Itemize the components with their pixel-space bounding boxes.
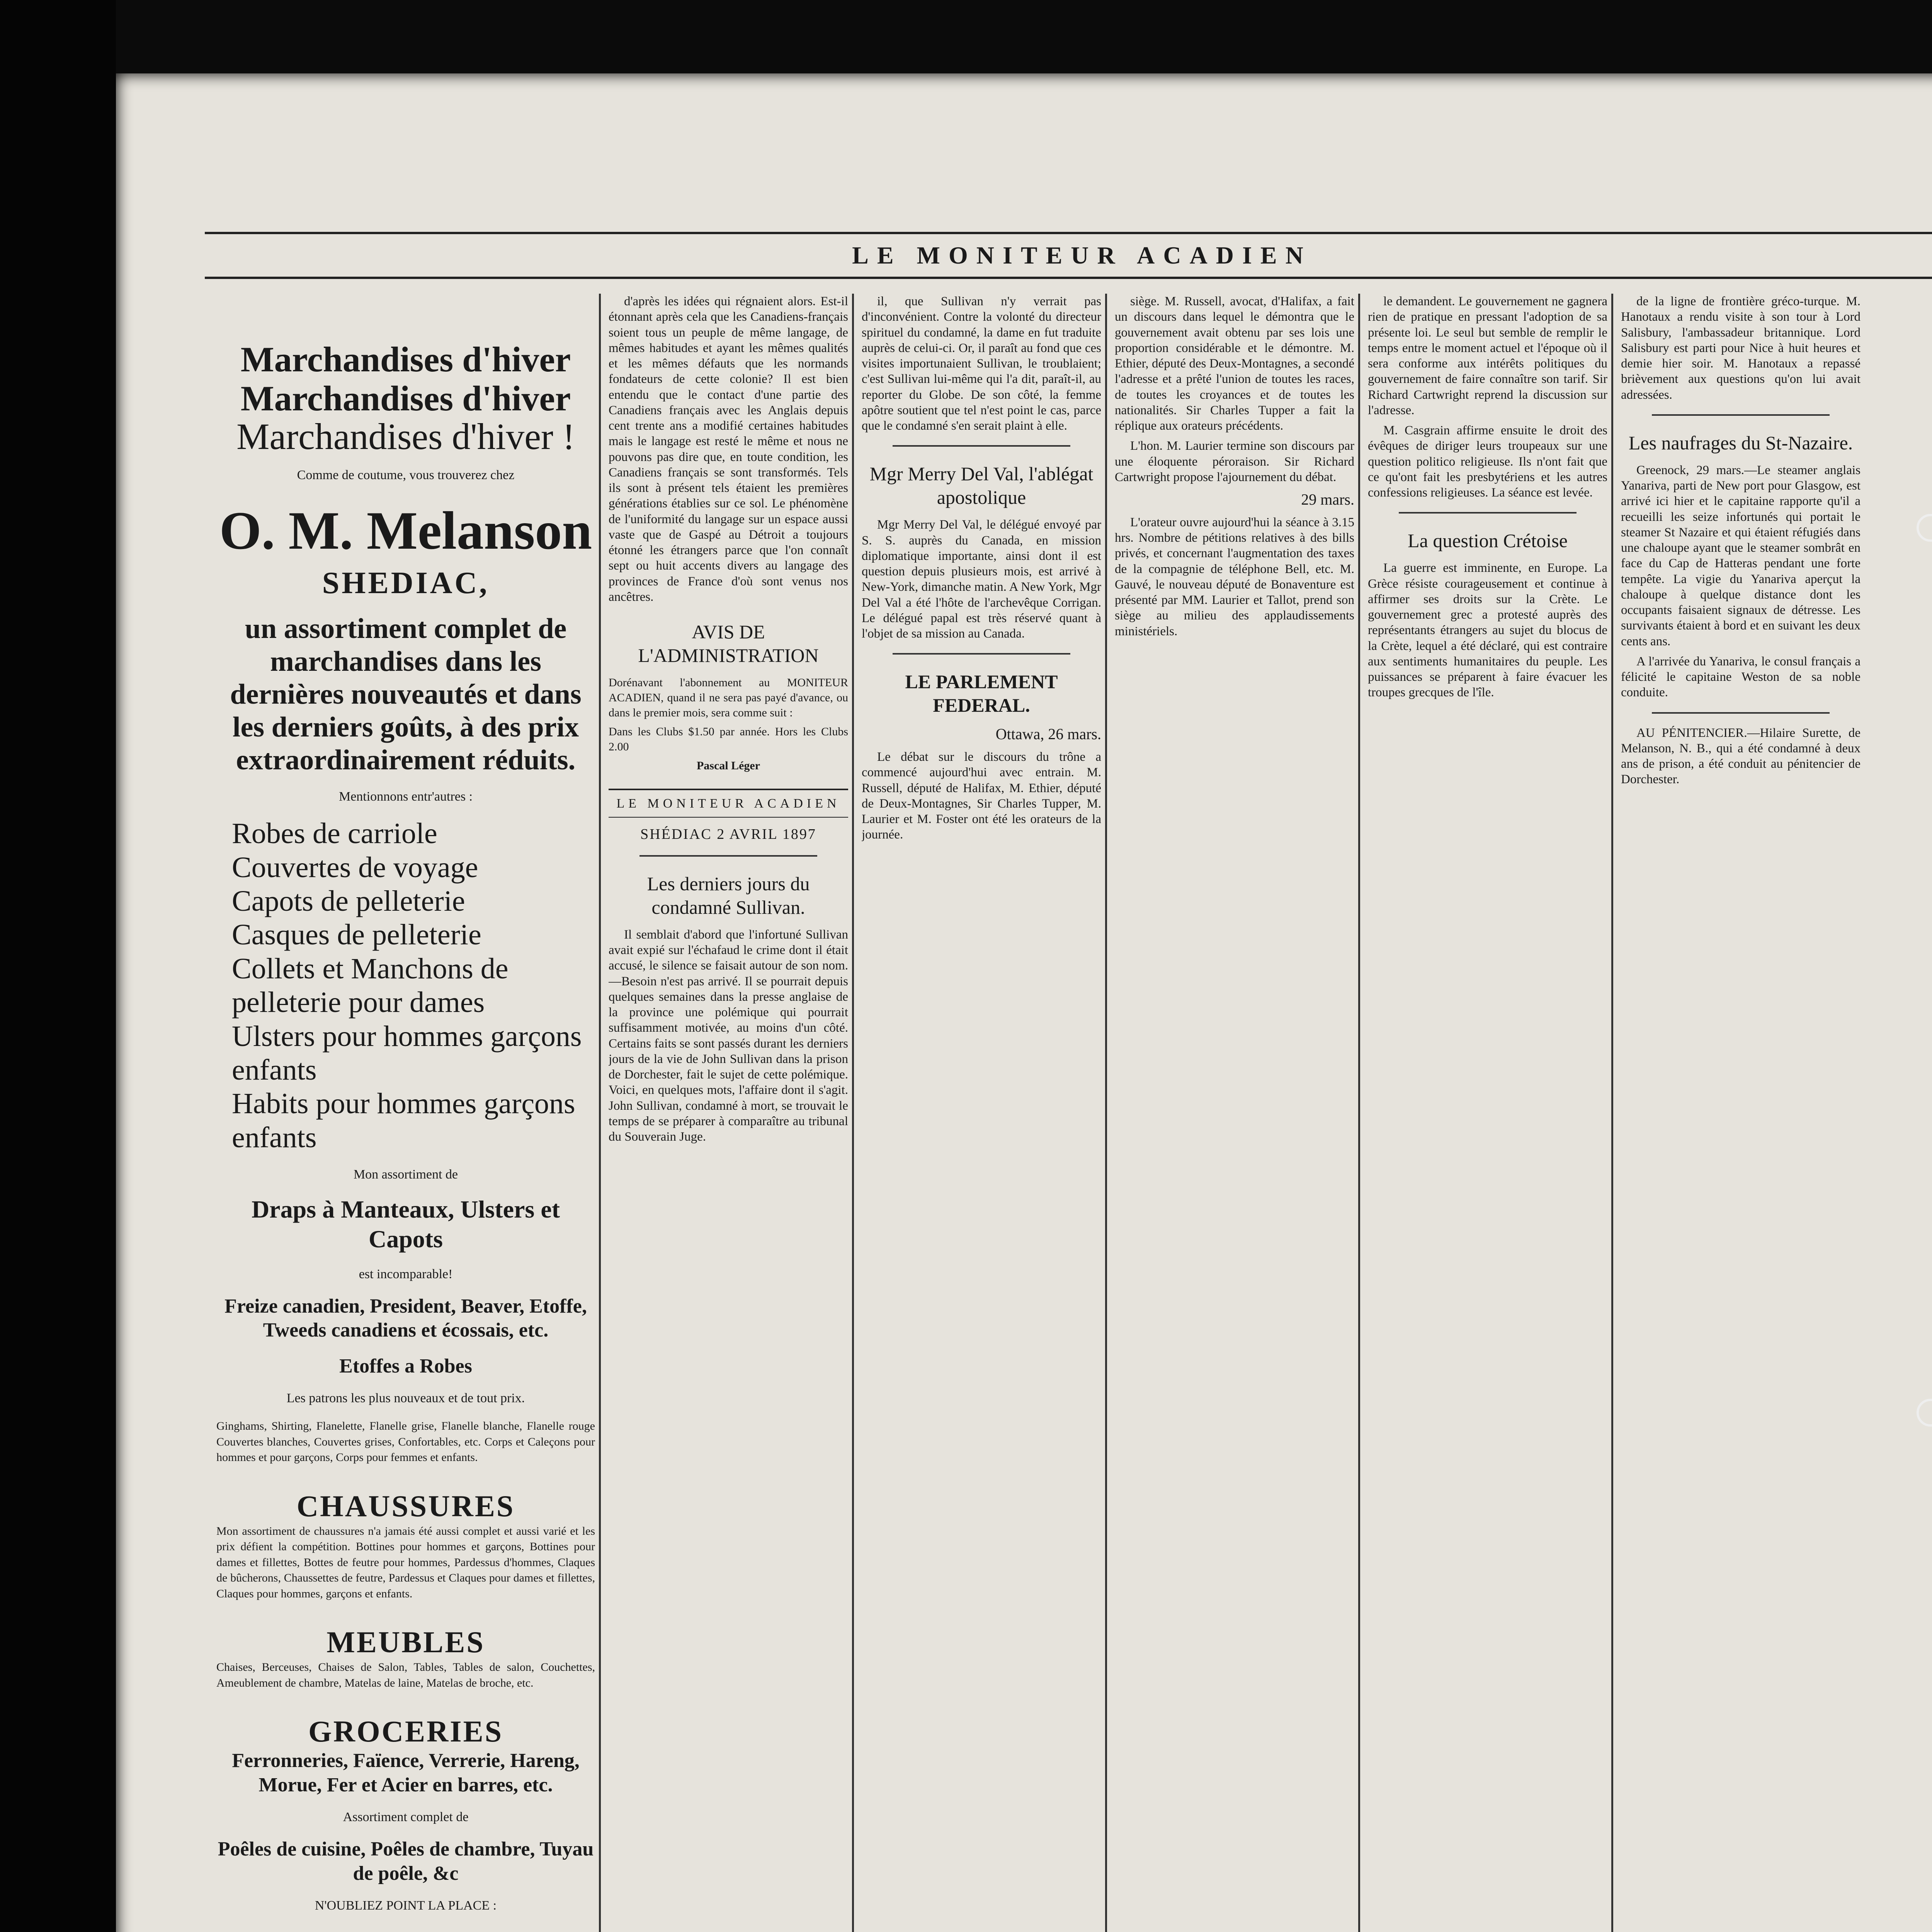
merry-title: Mgr Merry Del Val, l'ablégat apostolique (869, 463, 1094, 509)
parlement-title: LE PARLEMENT FEDERAL. (905, 671, 1058, 716)
ad-mention: Mentionnons entr'autres : (338, 789, 473, 804)
ad-groceries-text: Ferronneries, Faïence, Verrerie, Hareng, Morue, Fer et Acier en barres, etc. (232, 1750, 580, 1796)
list-item: Ulsters pour hommes garçons enfants (232, 1020, 582, 1086)
column-6 (1621, 294, 1861, 1932)
article-text: A l'arrivée du Yanariva, le consul français a félicité le capitaine Weston de sa noble conduite. (1621, 654, 1861, 700)
article-text: Mgr Merry Del Val, le délégué envoyé par S. S. auprès du Canada, en mission diplomatique importante, ainsi dont il est question depuis plusieurs mois, est arrivé à New-York, dimanche matin. A New York, Mgr Del Val a été l'hôte de l'archevêque Corrigan. Le délégué papal est très réservé quant à l'objet de sa mission au Canada. (862, 518, 1101, 641)
divider (1399, 512, 1577, 514)
article-text: L'orateur ouvre aujourd'hui la séance à 3.15 hrs. Nombre de pétitions relatives à des bills privés, et concernant l'augmentation des taxes de la compagnie de téléphone Bell, etc. M. Gauvé, le nouveau député de Bonaventure est présenté par MM. Laurier et Tallot, prend son siège au milieu des applaudissements ministériels. (1115, 515, 1354, 638)
ad-fabrics: Ginghams, Shirting, Flanelette, Flanelle grise, Flanelle blanche, Flanelle rouge Couvertes blanches, Couvertes grises, Confortables, etc. Corps et Caleçons pour hommes et pour garçons, Corps pour femmes et enfants. (216, 1420, 595, 1464)
sub-masthead: LE MONITEUR ACADIEN (609, 789, 848, 818)
list-item: Habits pour hommes garçons enfants (232, 1087, 575, 1154)
ad-chaussures-title: CHAUSSURES (296, 1489, 515, 1523)
ad-meubles-title: MEUBLES (327, 1625, 485, 1659)
column-2 (609, 294, 848, 1932)
ad-draps: Draps à Manteaux, Ulsters et Capots (251, 1196, 560, 1253)
avis-title: AVIS DE L'ADMINISTRATION (638, 621, 819, 666)
avis-signature: Pascal Léger (696, 759, 760, 772)
ad-heading-2: Marchandises d'hiver (240, 379, 571, 418)
ad-heading-1: Marchandises d'hiver (240, 340, 571, 379)
sullivan-title: Les derniers jours du condamné Sullivan. (647, 872, 810, 918)
ad-incomparable: est incomparable! (359, 1267, 453, 1281)
ad-heading-big: Marchandises d'hiver ! (236, 416, 575, 457)
article-text: Le débat sur le discours du trône a commencé aujourd'hui avec entrain. M. Russell, député de Halifax, M. Ethier, député de Deux-Montagnes, Sir Charles Tupper, M. Laurier et M. Foster ont été les orateurs de la journée. (862, 750, 1101, 842)
scan-border-left (0, 0, 116, 1932)
page-masthead: LE MONITEUR ACADIEN (205, 232, 1932, 279)
divider (893, 653, 1070, 655)
article-text: d'après les idées qui régnaient alors. Est-il étonnant après cela que les Canadiens-français soient tous un peuple de même langage, de mêmes habitudes et ayant les mêmes qualités et les mêmes défauts que les normands fondateurs de cette colonie? Il est bien entendu que le contact d'une partie des Canadiens français avec les Anglais depuis cent trente ans a modifié certaines habitudes mais le langage est resté le même et nous ne pouvons pas dire que, en toute condition, les Canadiens français se sont transformés. Tels ils sont à présent tels étaient les premières générations établies sur ce sol. Le phénomène de l'uniformité du langage sur un espace aussi vaste que de Gaspé au Détroit a toujours étonné les étrangers parce que l'on connaît sept ou huit accents divers au langage des provinces de France d'où sont venus nos ancêtres. (609, 294, 848, 604)
divider (1652, 712, 1830, 714)
cretoise-title: La question Crétoise (1408, 530, 1568, 552)
column-5 (1368, 294, 1607, 1932)
advertisement-column (216, 294, 595, 1932)
column-4 (1115, 294, 1354, 1932)
list-item: Casques de pelleterie (232, 918, 481, 951)
list-item: Capots de pelleterie (232, 885, 465, 917)
ad-intro: Comme de coutume, vous trouverez chez (297, 468, 515, 483)
article-text: il, que Sullivan n'y verrait pas d'inconvénient. Contre la volonté du directeur spirituel du condamné, la dame en fut traduite auprès de celui-ci. Or, il paraît au fond que ces visites importunaient Sullivan, le troublaient; c'est Sullivan lui-même qui l'a dit, paraît-il, au reporter du Globe. De son côté, la femme apôtre soutient que tel n'est point le cas, parce que le condamné s'en serait plaint à elle. (862, 294, 1101, 433)
ad-etoffes-title: Etoffes a Robes (339, 1355, 472, 1377)
column-rule (599, 294, 601, 1932)
parlement-dateline: Ottawa, 26 mars. (995, 725, 1101, 743)
ad-item-list (216, 817, 595, 1155)
article-text: de la ligne de frontière gréco-turque. M. Hanotaux a rendu visite à son tour à Lord Salisbury, l'ambassadeur britannique. Lord Salisbury est parti pour Nice à huit heures et demie hier soir. M. Hanotaux a repassé brièvement aux questions qu'on lui avait adressées. (1621, 294, 1861, 402)
ad-groceries-title: GROCERIES (308, 1714, 503, 1748)
article-text: Greenock, 29 mars.—Le steamer anglais Yanariva, parti de New port pour Glasgow, est arrivé ici hier et le capitaine rapporte qu'il a recueilli les seize infortunés qui portait le steamer St Nazaire et qui étaient réfugiés dans une chaloupe ayant que le steamer sombrât en face du Cap de Hatteras pendant une forte tempête. La vigie du Yanariva aperçut la chaloupe à quelque distance dont les occupants faisaient signaux de détresse. Les survivants étaient à bord et en suivant les deux cents ans. (1621, 463, 1861, 648)
avis-rates: Dans les Clubs $1.50 par année. Hors les Clubs 2.00 (609, 725, 848, 753)
ad-reminder: N'OUBLIEZ POINT LA PLACE : (315, 1898, 497, 1913)
column-rule (1358, 294, 1360, 1932)
column-rule (1611, 294, 1613, 1932)
col4-dateline: 29 mars. (1301, 491, 1354, 508)
article-text: AU PÉNITENCIER.—Hilaire Surette, de Melanson, N. B., qui a été condamné à deux ans de prison, a été conduit au pénitencier de Dorchester. (1621, 726, 1861, 787)
list-item: Collets et Manchons de pelleterie pour dames (232, 952, 509, 1019)
ad-stoves: Poêles de cuisine, Poêles de chambre, Tuyau de poêle, &c (218, 1838, 594, 1884)
naufrages-title: Les naufrages du St-Nazaire. (1628, 432, 1853, 454)
ad-meubles-text: Chaises, Berceuses, Chaises de Salon, Tables, Tables de salon, Couchettes, Ameublement de chambre, Matelas de laine, Matelas de broche, etc. (216, 1661, 595, 1689)
merchant-town: SHEDIAC, (322, 566, 490, 600)
article-text: siège. M. Russell, avocat, d'Halifax, a fait un discours dans lequel le démontra que le gouvernement avait obtenu par ses lois une proportion considérable et le démontre. M. Ethier, député des Deux-Montagnes, a secondé l'adresse et a prêté l'union de toutes les races, de toutes les croyances et de toutes les nationalités. Sir Charles Tupper a fait la réplique aux orateurs précédents. (1115, 294, 1354, 433)
merchant-name: O. M. Melanson (219, 500, 592, 561)
article-text: M. Casgrain affirme ensuite le droit des évêques de diriger leurs troupeaux sur une question politico religieuse. Ils n'ont fait que ce qu'ont fait les presbytériens et les autres confessions religieuses. La séance est levée. (1368, 423, 1607, 500)
ad-stoves-note: Assortiment complet de (343, 1810, 469, 1825)
ad-chaussures-text: Mon assortiment de chaussures n'a jamais été aussi complet et aussi varié et les prix défient la compétition. Bottines pour hommes et garçons, Bottines pour dames et fillettes, Bottes de feutre pour hommes, Pardessus d'hommes, Claques de bûcherons, Chaussettes de feutre, Pardessus et Claques pour dames et fillettes, Claques pour hommes, garçons et enfants. (216, 1524, 595, 1600)
ad-freize: Freize canadien, President, Beaver, Etoffe, Tweeds canadiens et écossais, etc. (224, 1295, 587, 1342)
avis-text: Dorénavant l'abonnement au MONITEUR ACADIEN, quand il ne sera pas payé d'avance, ou dans le premier mois, sera comme suit : (609, 676, 848, 719)
divider (639, 855, 817, 857)
issue-date: SHÉDIAC 2 AVRIL 1897 (640, 826, 816, 843)
list-item: Couvertes de voyage (232, 851, 478, 884)
article-text: L'hon. M. Laurier termine son discours par une éloquente péroraison. Sir Richard Cartwright propose l'ajournement du débat. (1115, 439, 1354, 484)
article-text: La guerre est imminente, en Europe. La Grèce résiste courageusement et continue à affirmer ses droits sur la Crète. Le gouvernement grec a protesté auprès des représentants étrangers au sujet du blocus de la Crète, lequel a été déclaré, qui est contraire aux sentiments humanitaires du peuple. Les puissances se préparent à faire évacuer les troupes grecques de l'île. (1368, 561, 1607, 700)
divider (893, 445, 1070, 447)
list-item: Robes de carriole (232, 817, 437, 850)
divider (1652, 414, 1830, 416)
column-rule (852, 294, 854, 1932)
ad-etoffes-note: Les patrons les plus nouveaux et de tout prix. (286, 1391, 525, 1406)
column-rule (1105, 294, 1107, 1932)
article-text: le demandent. Le gouvernement ne gagnera rien de pratique en pressant l'adoption de sa présente loi. Le seul but semble de remplir le temps entre le moment actuel et l'époque où il sera conforme aux intérêts politiques du gouvernement de faire connaître son tarif. Sir Richard Cartwright reprend la discussion sur l'adresse. (1368, 294, 1607, 417)
ad-assort: Mon assortiment de (353, 1167, 458, 1182)
article-text: Il semblait d'abord que l'infortuné Sullivan avait expié sur l'échafaud le crime dont il était accusé, le silence se faisait autour de son nom.—Besoin n'est pas arrivé. Il se pourrait depuis quelques semaines dans la presse anglaise de la province une polémique qui pourrait suffisamment motivée, au moins d'un côté. Certains faits se sont passés durant les derniers jours de la vie de John Sullivan dans la prison de Dorchester, fait le sujet de cette polémique. Voici, en quelques mots, l'affaire dont il s'agit. John Sullivan, condamné à mort, se trouvait le temps de se préparer à comparaître au tribunal du Souverain Juge. (609, 927, 848, 1144)
ad-pitch: un assortiment complet de marchandises dans les dernières nouveautés et dans les derniers goûts, à des prix extraordinairement réduits. (230, 612, 582, 776)
column-3 (862, 294, 1101, 1932)
